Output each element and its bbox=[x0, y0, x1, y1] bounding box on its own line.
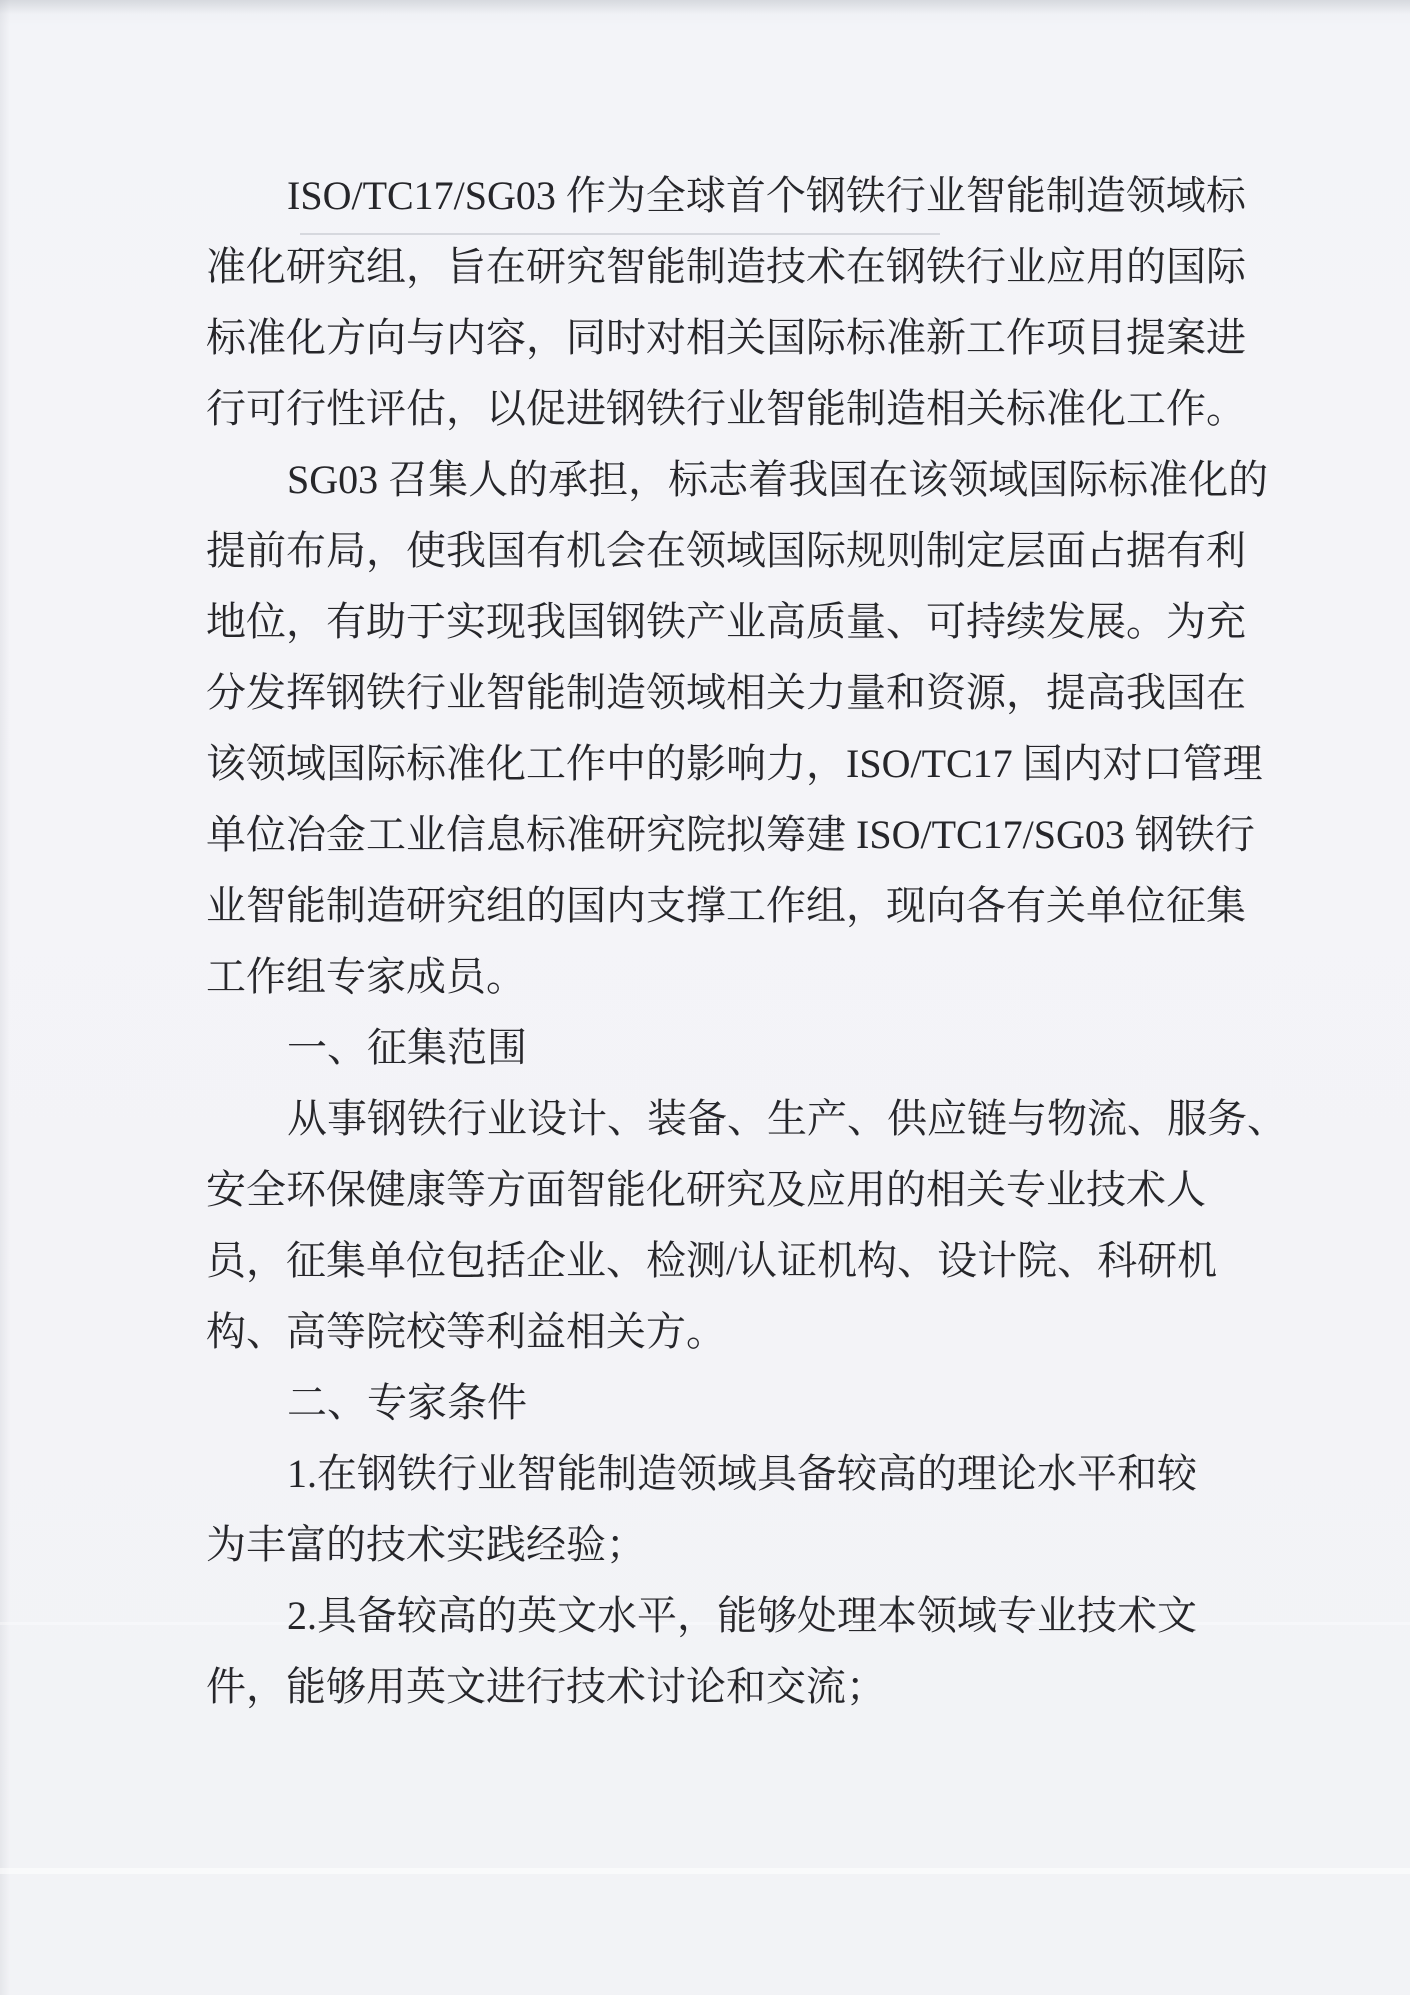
text-line: ISO/TC17/SG03 作为全球首个钢铁行业智能制造领域标 bbox=[287, 173, 1246, 218]
text-line: 分发挥钢铁行业智能制造领域相关力量和资源，提高我国在 bbox=[206, 670, 1246, 715]
text-line: 提前布局，使我国有机会在领域国际规则制定层面占据有利 bbox=[206, 528, 1246, 573]
text-line: 该领域国际标准化工作中的影响力，ISO/TC17 国内对口管理 bbox=[206, 741, 1263, 786]
paragraph bbox=[206, 160, 1246, 444]
text-line: 一、征集范围 bbox=[287, 1025, 527, 1070]
paragraph bbox=[206, 1438, 1246, 1580]
text-line: 1.在钢铁行业智能制造领域具备较高的理论水平和较 bbox=[287, 1451, 1197, 1496]
text-line: 准化研究组，旨在研究智能制造技术在钢铁行业应用的国际 bbox=[206, 244, 1246, 289]
text-line: 地位，有助于实现我国钢铁产业高质量、可持续发展。为充 bbox=[206, 599, 1246, 644]
section-heading bbox=[206, 1012, 1246, 1083]
paragraph bbox=[206, 1580, 1246, 1722]
text-line: SG03 召集人的承担，标志着我国在该领域国际标准化的 bbox=[287, 457, 1269, 502]
paragraph bbox=[206, 1083, 1287, 1367]
text-line: 为丰富的技术实践经验； bbox=[206, 1522, 646, 1567]
text-line: 件，能够用英文进行技术讨论和交流； bbox=[206, 1664, 886, 1709]
text-line: 构、高等院校等利益相关方。 bbox=[206, 1309, 726, 1354]
text-line: 员，征集单位包括企业、检测/认证机构、设计院、科研机 bbox=[206, 1238, 1218, 1283]
section-heading bbox=[206, 1367, 1246, 1438]
scan-edge-shadow-left bbox=[0, 0, 10, 1995]
text-line: 从事钢铁行业设计、装备、生产、供应链与物流、服务、 bbox=[287, 1096, 1287, 1141]
text-line: 2.具备较高的英文水平，能够处理本领域专业技术文 bbox=[287, 1593, 1197, 1638]
scan-band bbox=[0, 1868, 1410, 1874]
text-line: 二、专家条件 bbox=[287, 1380, 527, 1425]
scan-edge-shadow-top bbox=[0, 0, 1410, 14]
text-line: 工作组专家成员。 bbox=[206, 954, 526, 999]
text-line: 安全环保健康等方面智能化研究及应用的相关专业技术人 bbox=[206, 1167, 1206, 1212]
paragraph bbox=[206, 444, 1269, 1012]
text-line: 单位冶金工业信息标准研究院拟筹建 ISO/TC17/SG03 钢铁行 bbox=[206, 812, 1255, 857]
text-line: 业智能制造研究组的国内支撑工作组，现向各有关单位征集 bbox=[206, 883, 1246, 928]
text-line: 行可行性评估，以促进钢铁行业智能制造相关标准化工作。 bbox=[206, 386, 1246, 431]
document-body bbox=[206, 160, 1287, 1722]
text-line: 标准化方向与内容，同时对相关国际标准新工作项目提案进 bbox=[206, 315, 1246, 360]
